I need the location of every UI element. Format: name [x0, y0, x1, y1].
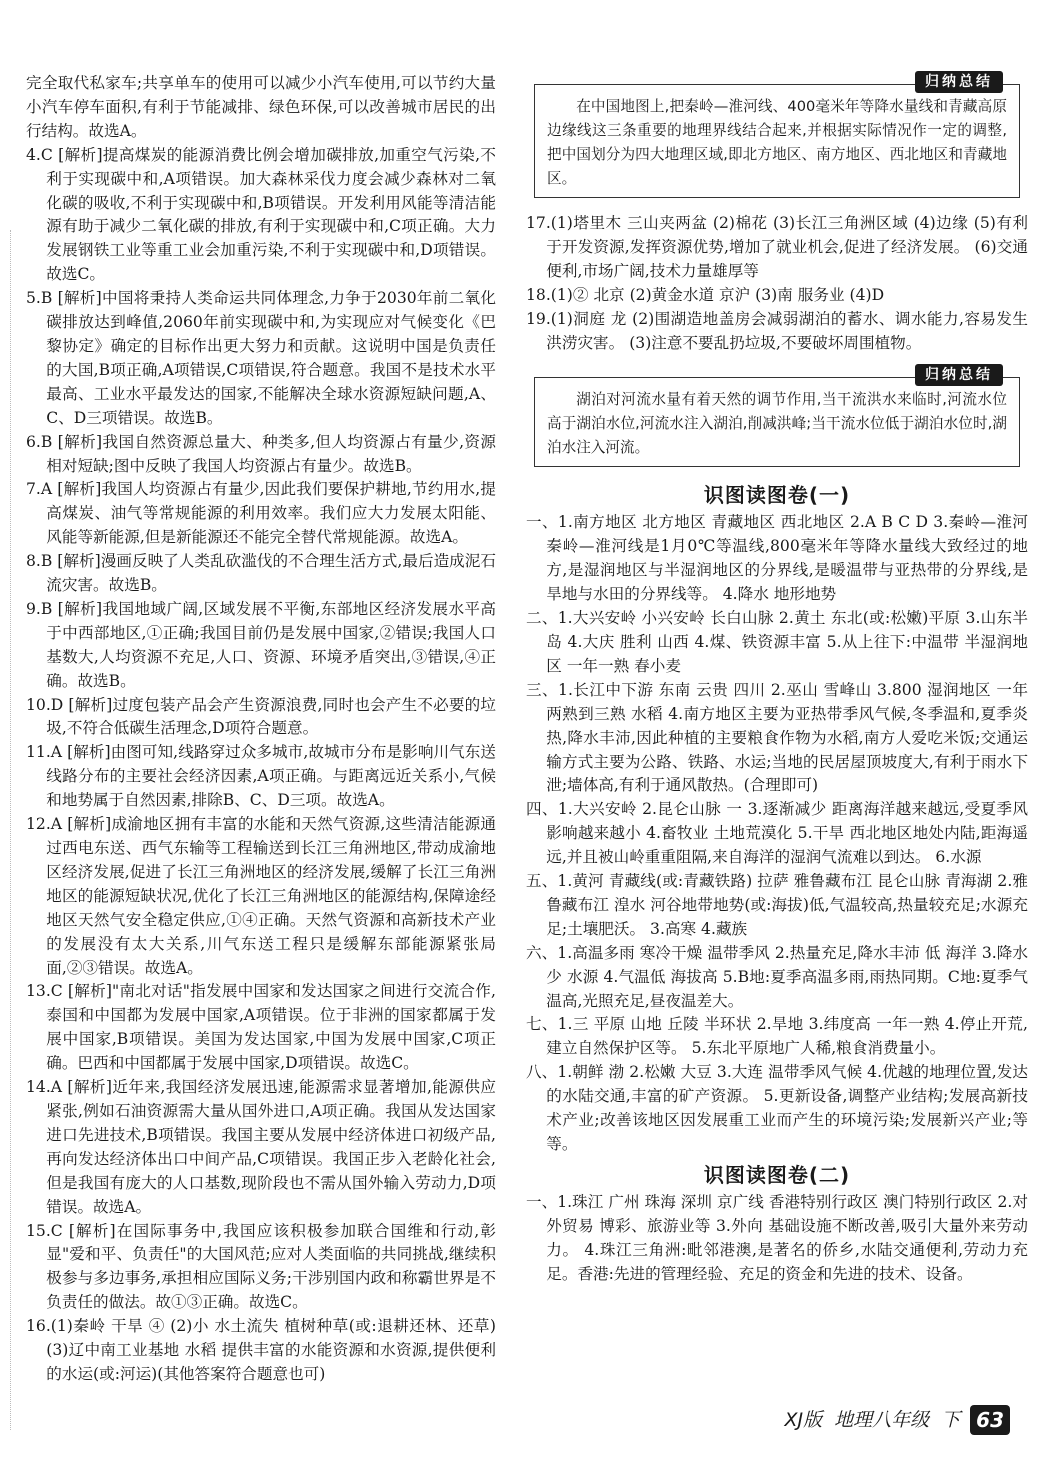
left-column [26, 72, 496, 1387]
page-footer [785, 1404, 1011, 1436]
answer-5: 5.B [解析]中国将秉持人类命运共同体理念,力争于2030年前二氧化碳排放达到峰值,2060年前实现碳中和,为实现应对气候变化《巴黎协定》确定的目标作出更大努力和贡献。这说明中国是负责任的大国,B项正确,A项错误,C项错误,符合题意。我国不是技术水平最高、工业水平最发达的国家,不能解决全球水资源短缺问题,A、C、D三项错误。故选B。 [26, 289, 496, 427]
summary-tag: 归纳总结 [915, 364, 1003, 386]
answer-15: 15.C [解析]在国际事务中,我国应该积极参加联合国维和行动,彰显"爱和平、负责任"的大国风范;应对人类面临的共同挑战,继续积极参与多边事务,承担相应国际义务;干涉别国内政和称霸世界是不负责任的做法。故①③正确。故选C。 [26, 1221, 496, 1312]
answer-7: 7.A [解析]我国人均资源占有量少,因此我们要保护耕地,节约用水,提高煤炭、油气等常规能源的利用效率。我们应大力发展太阳能、风能等新能源,但是新能源还不能完全替代常规能源。故选A。 [26, 480, 496, 547]
term-label: 下 [941, 1409, 961, 1431]
section1-q7: 七、1.三 平原 山地 丘陵 半环状 2.旱地 3.纬度高 一年一熟 4.停止开荒,建立自然保护区等。 5.东北平原地广人稀,粮食消费量小。 [526, 1015, 1028, 1058]
summary-box-1 [534, 74, 1020, 198]
subject-label: 地理八年级 [834, 1409, 930, 1431]
section1-q2: 二、1.大兴安岭 小兴安岭 长白山脉 2.黄土 东北(或:松嫩)平原 3.山东半岛 4.大庆 胜利 山西 4.煤、铁资源丰富 5.从上往下:中温带 半湿润地区 一年一熟 春小麦 [526, 609, 1028, 675]
section1-q3: 三、1.长江中下游 东南 云贵 四川 2.巫山 雪峰山 3.800 湿润地区 一年两熟到三熟 水稻 4.南方地区主要为亚热带季风气候,冬季温和,夏季炎热,降水丰沛,因此种植的主要粮食作物为水稻,南方人爱吃米饭;交通运输方式主要为公路、铁路、水运;当地的民居屋顶坡度大,有利于雨水下泄;墙体高,有利于通风散热。(合理即可) [526, 680, 1028, 795]
section1-q1: 一、1.南方地区 北方地区 青藏地区 西北地区 2.A B C D 3.秦岭—淮河 秦岭—淮河线是1月0℃等温线,800毫米年等降水量线大致经过的地方,是湿润地区与半湿润地区的分界线,是暖温带与亚热带的分界线,是旱地与水田的分界线等。 4.降水 地形地势 [526, 513, 1028, 604]
answer-6: 6.B [解析]我国自然资源总量大、种类多,但人均资源占有量少,资源相对短缺;图中反映了我国人均资源占有量少。故选B。 [26, 432, 496, 475]
summary-box-2 [534, 367, 1020, 467]
summary-text: 湖泊对河流水量有着天然的调节作用,当干流洪水来临时,河流水位高于湖泊水位,河流水注入湖泊,削减洪峰;当干流水位低于湖泊水位时,湖泊水注入河流。 [547, 391, 1007, 457]
right-column [526, 62, 1028, 1287]
answer-10: 10.D [解析]过度包装产品会产生资源浪费,同时也会产生不必要的垃圾,不符合低碳生活理念,D项符合题意。 [26, 695, 496, 738]
answer-19: 19.(1)洞庭 龙 (2)围湖造地盖房会减弱湖泊的蓄水、调水能力,容易发生洪涝灾害。 (3)注意不要乱扔垃圾,不要破坏周围植物。 [526, 309, 1028, 352]
summary-text: 在中国地图上,把秦岭—淮河线、400毫米年等降水量线和青藏高原边缘线这三条重要的地理界线结合起来,并根据实际情况作一定的调整,把中国划分为四大地理区域,即北方地区、南方地区、西北地区和青藏地区。 [547, 98, 1007, 187]
answer-11: 11.A [解析]由图可知,线路穿过众多城市,故城市分布是影响川气东送线路分布的主要社会经济因素,A项正确。与距离远近关系小,气候和地势属于自然因素,排除B、C、D三项。故选A。 [26, 743, 496, 810]
section2-q1: 一、1.珠江 广州 珠海 深圳 京广线 香港特别行政区 澳门特别行政区 2.对外贸易 博彩、旅游业等 3.外向 基础设施不断改善,吸引大量外来劳动力。 4.珠江三角洲:毗邻港澳,是著名的侨乡,水陆交通便利,劳动力充足。香港:先进的管理经验、充足的资金和先进的技术、设备。 [526, 1192, 1028, 1283]
answer-12: 12.A [解析]成渝地区拥有丰富的水能和天然气资源,这些清洁能源通过西电东送、西气东输等工程输送到长江三角洲地区,带动成渝地区经济发展,促进了长江三角洲地区的经济发展,缓解了长江三角洲地区的能源短缺状况,优化了长江三角洲地区的能源结构,保障途经地区天然气安全稳定供应,①④正确。天然气资源和高新技术产业的发展没有太大关系,川气东送工程只是缓解东部能源紧张局面,②③错误。故选A。 [26, 815, 496, 977]
section-title-1: 识图读图卷(一) [703, 483, 851, 508]
summary-tag: 归纳总结 [915, 71, 1003, 93]
answer-4: 4.C [解析]提高煤炭的能源消费比例会增加碳排放,加重空气污染,不利于实现碳中和,A项错误。加大森林采伐力度会减少森林对二氧化碳的吸收,不利于实现碳中和,B项错误。开发利用风能等清洁能源有助于减少二氧化碳的排放,有利于实现碳中和,C项正确。大力发展钢铁工业等重工业会加重污染,不利于实现碳中和,D项错误。故选C。 [26, 145, 496, 284]
section1-q8: 八、1.朝鲜 渤 2.松嫩 大豆 3.大连 温带季风气候 4.优越的地理位置,发达的水陆交通,丰富的矿产资源。 5.更新设备,调整产业结构;发展高新技术产业;改善该地区因发展重工业而产生的环境污染;发展新兴产业;等等。 [526, 1063, 1028, 1153]
answer-17: 17.(1)塔里木 三山夹两盆 (2)棉花 (3)长江三角洲区域 (4)边缘 (5)有利于开发资源,发挥资源优势,增加了就业机会,促进了经济发展。 (6)交通便利,市场广阔,技术力量雄厚等 [526, 214, 1028, 280]
binding-edge [0, 230, 11, 1430]
section1-q6: 六、1.高温多雨 寒冷干燥 温带季风 2.热量充足,降水丰沛 低 海洋 3.降水少 水源 4.气温低 海拔高 5.B地:夏季高温多雨,雨热同期。C地:夏季气温高,光照充足,昼夜温差大。 [526, 943, 1028, 1010]
answer-13: 13.C [解析]"南北对话"指发展中国家和发达国家之间进行交流合作,泰国和中国都为发展中国家,A项错误。位于非洲的国家都属于发展中国家,B项错误。美国为发达国家,中国为发展中国家,C项正确。巴西和中国都属于发展中国家,D项错误。故选C。 [26, 982, 496, 1073]
page-number: 63 [970, 1405, 1010, 1435]
answer-16: 16.(1)秦岭 干旱 ④ (2)小 水土流失 植树种草(或:退耕还林、还草) (3)辽中南工业基地 水稻 提供丰富的水能资源和水资源,提供便利的水运(或:河运)(其他答案符合题意也可) [26, 1317, 496, 1383]
edition-label: XJ版 [784, 1409, 823, 1431]
answer-continuation: 完全取代私家车;共享单车的使用可以减少小汽车使用,可以节约大量小汽车停车面积,有利于节能减排、绿色环保,可以改善城市居民的出行结构。故选A。 [26, 74, 496, 140]
answer-9: 9.B [解析]我国地域广阔,区域发展不平衡,东部地区经济发展水平高于中西部地区,①正确;我国目前仍是发展中国家,②错误;我国人口基数大,人均资源不充足,人口、资源、环境矛盾突出,③错误,④正确。故选B。 [26, 599, 496, 690]
section1-q4: 四、1.大兴安岭 2.昆仑山脉 一 3.逐渐减少 距离海洋越来越远,受夏季风影响越来越小 4.畜牧业 土地荒漠化 5.干旱 西北地区地处内陆,距海遥远,并且被山岭重重阻隔,来自海洋的湿润气流难以到达。 6.水源 [526, 800, 1028, 867]
answer-8: 8.B [解析]漫画反映了人类乱砍滥伐的不合理生活方式,最后造成泥石流灾害。故选B。 [26, 552, 496, 595]
answer-14: 14.A [解析]近年来,我国经济发展迅速,能源需求显著增加,能源供应紧张,例如石油资源需大量从国外进口,A项正确。我国从发达国家进口先进技术,B项错误。我国主要从发展中经济体进口初级产品,再向发达经济体出口中间产品,C项错误。我国正步入老龄化社会,但是我国有庞大的人口基数,现阶段也不需从国外输入劳动力,D项错误。故选A。 [26, 1078, 496, 1216]
answer-18: 18.(1)② 北京 (2)黄金水道 京沪 (3)南 服务业 (4)D [526, 285, 885, 304]
section1-q5: 五、1.黄河 青藏线(或:青藏铁路) 拉萨 雅鲁藏布江 昆仑山脉 青海湖 2.雅鲁藏布江 湟水 河谷地带地势(或:海拔)低,气温较高,热量较充足;水源充足;土壤肥沃。 3.高寒 4.藏族 [526, 872, 1028, 938]
section-title-2: 识图读图卷(二) [703, 1162, 851, 1187]
